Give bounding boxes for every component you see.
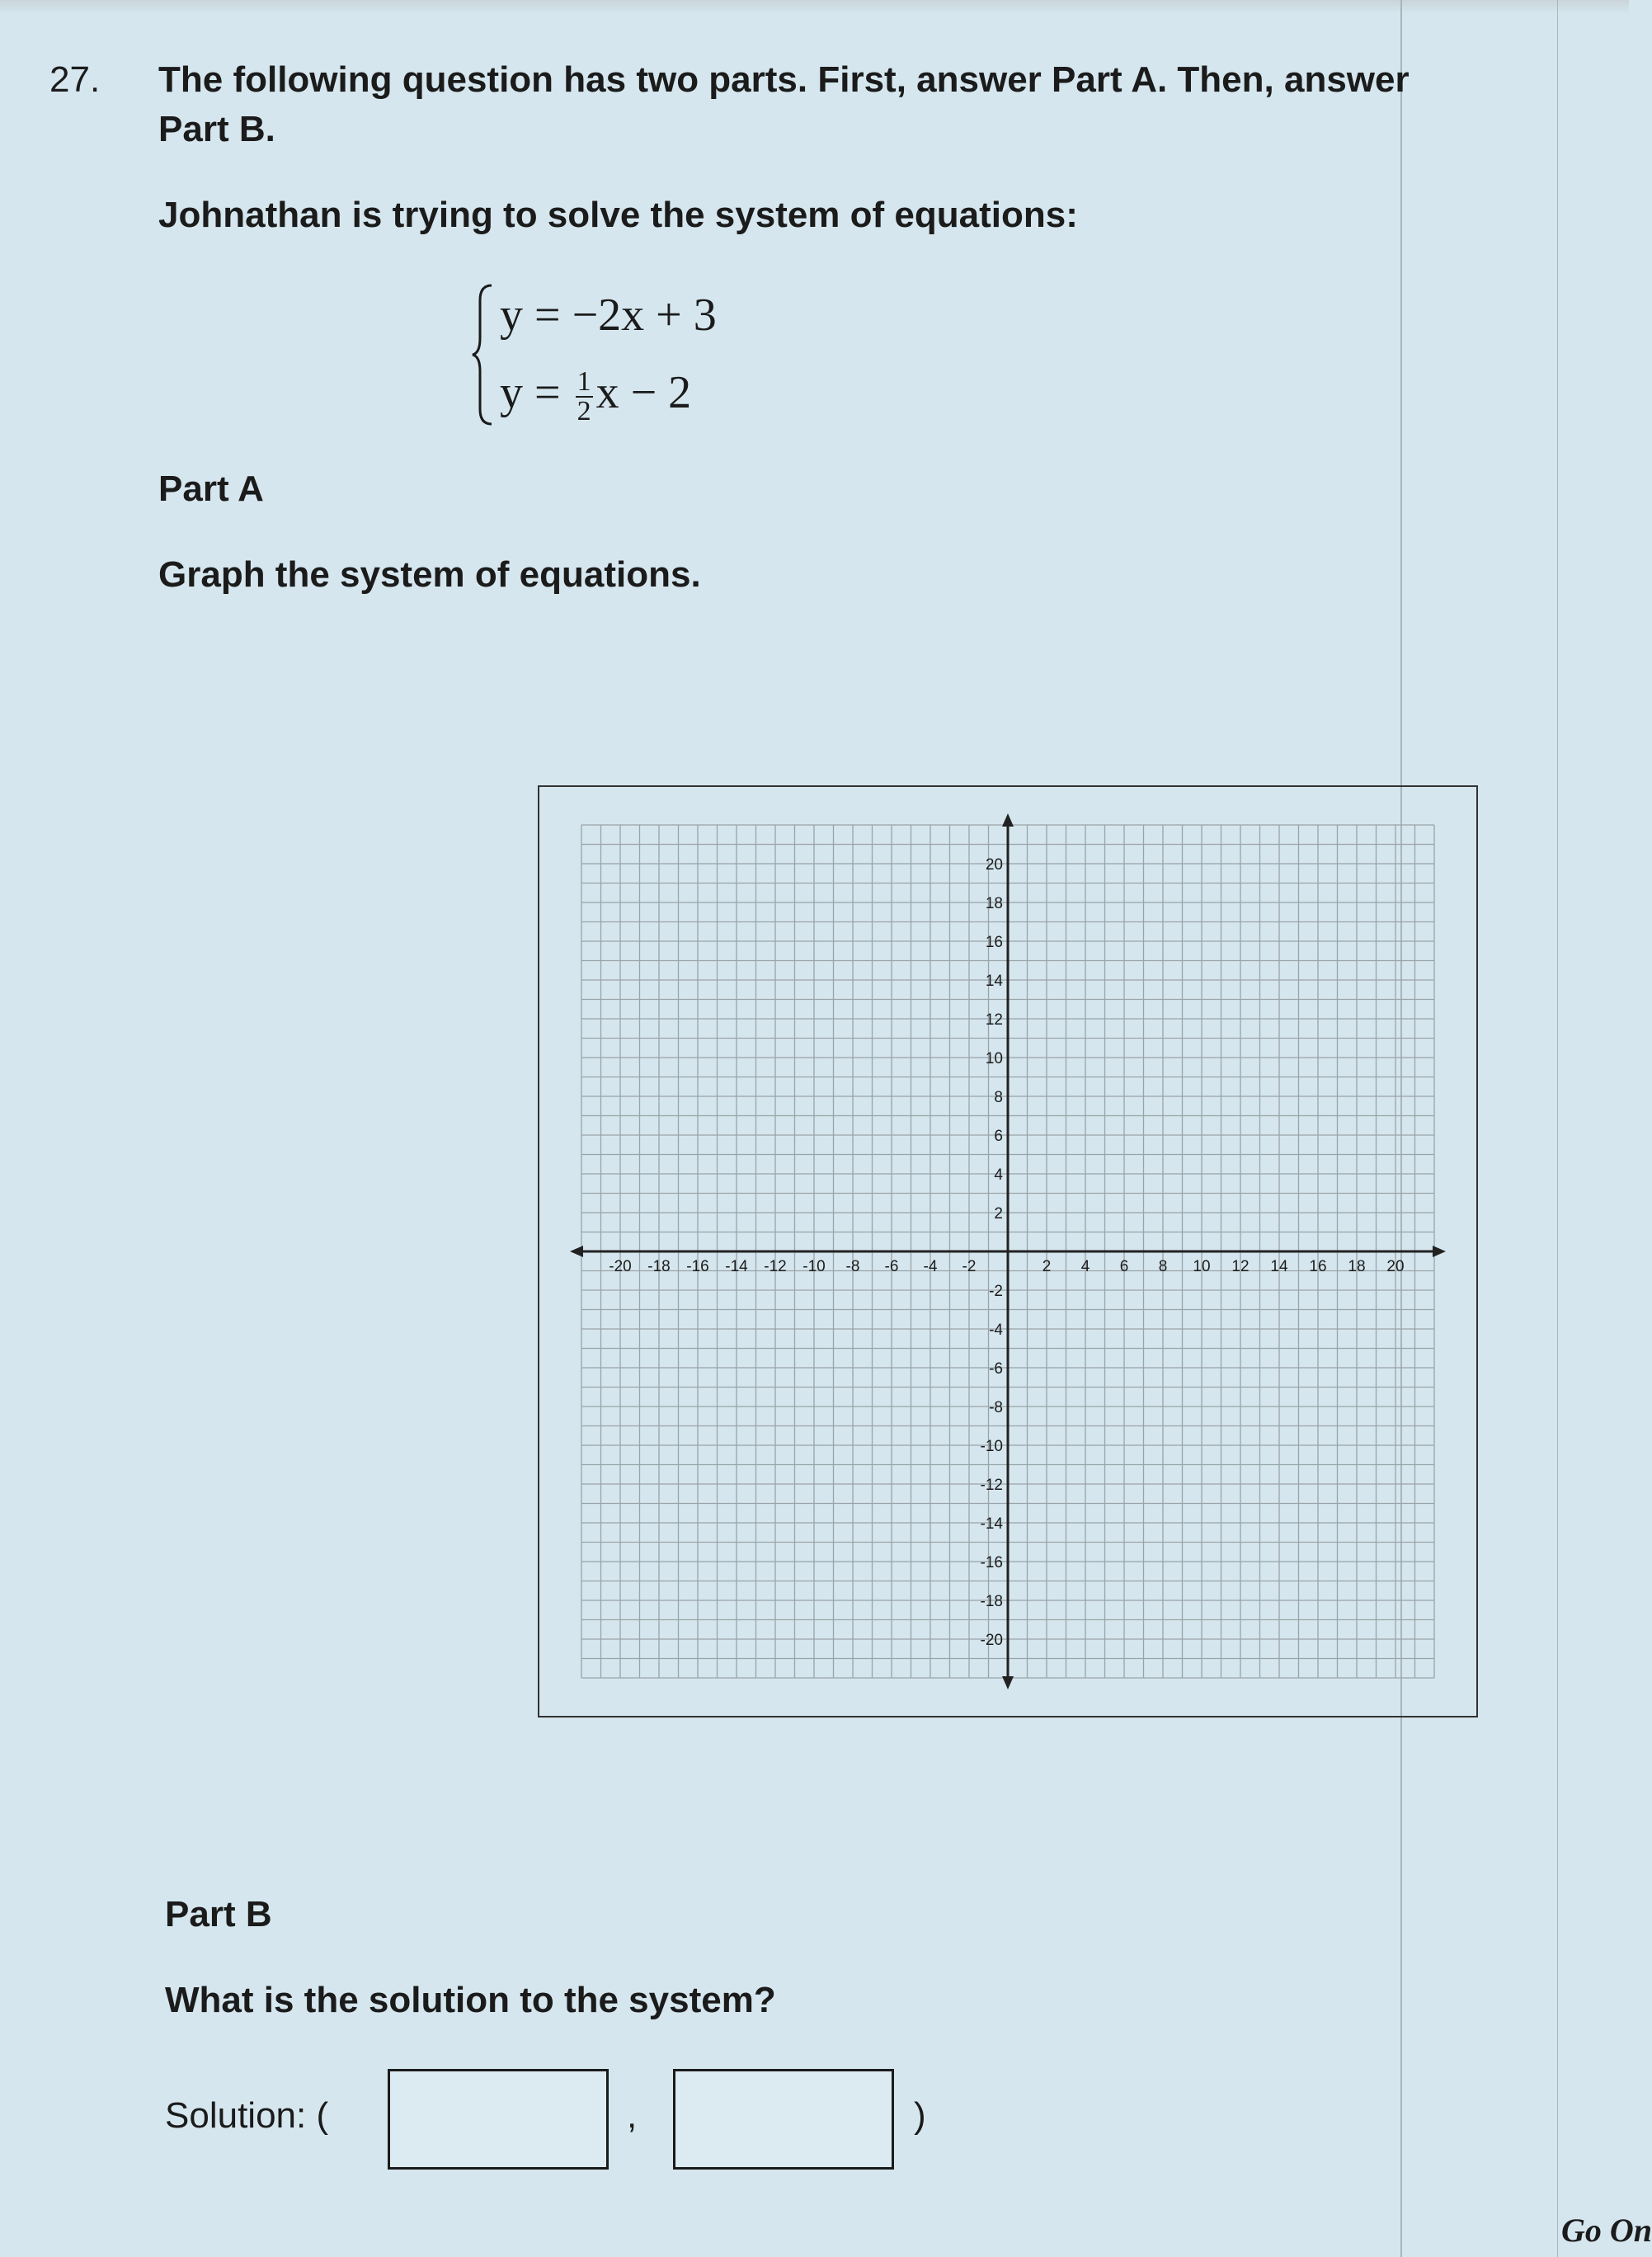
question-number: 27. — [49, 59, 101, 100]
y-tick-label: -6 — [989, 1360, 1003, 1378]
equation-2-lhs: y = — [500, 367, 572, 418]
y-axis-arrow-up — [1002, 813, 1014, 827]
answer-box-y[interactable] — [673, 2069, 894, 2170]
y-tick-label: 14 — [985, 973, 1003, 990]
margin-line — [1557, 0, 1558, 2257]
x-tick-label: 4 — [1080, 1258, 1090, 1275]
x-tick-label: 2 — [1042, 1258, 1052, 1275]
part-a-label: Part A — [158, 469, 264, 509]
y-tick-label: -18 — [980, 1593, 1003, 1610]
system-intro: Johnathan is trying to solve the system of equations: — [158, 195, 1078, 235]
x-tick-label: -10 — [802, 1258, 826, 1275]
equation-system — [470, 280, 817, 429]
y-tick-label: 2 — [994, 1205, 1003, 1223]
x-tick-label: 8 — [1158, 1258, 1168, 1275]
go-on-footer: Go On — [1561, 2212, 1652, 2249]
part-b-question: What is the solution to the system? — [165, 1980, 776, 2020]
part-a-instruction: Graph the system of equations. — [158, 554, 701, 595]
x-tick-label: 16 — [1309, 1258, 1327, 1275]
left-brace — [470, 280, 495, 429]
y-tick-label: -8 — [989, 1399, 1003, 1416]
y-tick-label: 18 — [985, 895, 1003, 912]
x-tick-label: 14 — [1270, 1258, 1288, 1275]
x-tick-label: -2 — [962, 1258, 977, 1275]
part-b-label: Part B — [165, 1894, 272, 1934]
x-tick-label: -14 — [725, 1258, 748, 1275]
y-tick-label: 4 — [994, 1166, 1003, 1184]
y-tick-label: -14 — [980, 1515, 1003, 1533]
y-tick-label: 8 — [994, 1089, 1003, 1106]
equation-1: y = −2x + 3 — [500, 290, 717, 341]
x-tick-label: 20 — [1386, 1258, 1405, 1275]
x-tick-label: 6 — [1119, 1258, 1129, 1275]
x-tick-label: -4 — [923, 1258, 938, 1275]
solution-comma: , — [627, 2095, 638, 2136]
solution-close-paren: ) — [914, 2095, 926, 2136]
x-tick-label: -16 — [686, 1258, 709, 1275]
x-axis-arrow-left — [570, 1246, 583, 1257]
answer-box-x[interactable] — [388, 2069, 609, 2170]
y-tick-label: 6 — [994, 1128, 1003, 1145]
y-tick-label: -2 — [989, 1283, 1003, 1300]
y-tick-label: -20 — [980, 1632, 1003, 1649]
x-tick-label: 18 — [1348, 1258, 1366, 1275]
equation-2 — [500, 366, 691, 426]
y-tick-label: -10 — [980, 1438, 1003, 1455]
y-tick-label: -12 — [980, 1477, 1003, 1494]
x-tick-label: -18 — [647, 1258, 671, 1275]
top-scan-band — [0, 0, 1629, 13]
x-tick-label: -6 — [884, 1258, 899, 1275]
question-stem-line1: The following question has two parts. First, answer Part A. Then, answer — [158, 59, 1410, 100]
fraction-one-half — [576, 368, 593, 426]
graph-frame — [538, 785, 1478, 1717]
x-tick-label: -12 — [764, 1258, 787, 1275]
x-tick-label: -8 — [845, 1258, 860, 1275]
y-tick-label: 10 — [985, 1050, 1003, 1067]
y-tick-label: -4 — [989, 1322, 1003, 1339]
equation-2-rhs: x − 2 — [595, 367, 692, 418]
x-axis-arrow-right — [1433, 1246, 1446, 1257]
fraction-denominator: 2 — [577, 396, 591, 427]
x-tick-label: 10 — [1193, 1258, 1211, 1275]
x-tick-label: 12 — [1231, 1258, 1250, 1275]
coordinate-grid[interactable] — [539, 787, 1476, 1716]
solution-prefix: Solution: ( — [165, 2095, 329, 2136]
y-axis-arrow-down — [1002, 1676, 1014, 1689]
y-tick-label: 12 — [985, 1011, 1003, 1029]
y-tick-label: 20 — [985, 856, 1003, 874]
question-stem-line2: Part B. — [158, 109, 275, 149]
fraction-numerator: 1 — [577, 366, 591, 398]
x-tick-label: -20 — [609, 1258, 632, 1275]
y-tick-label: -16 — [980, 1554, 1003, 1571]
y-tick-label: 16 — [985, 934, 1003, 951]
